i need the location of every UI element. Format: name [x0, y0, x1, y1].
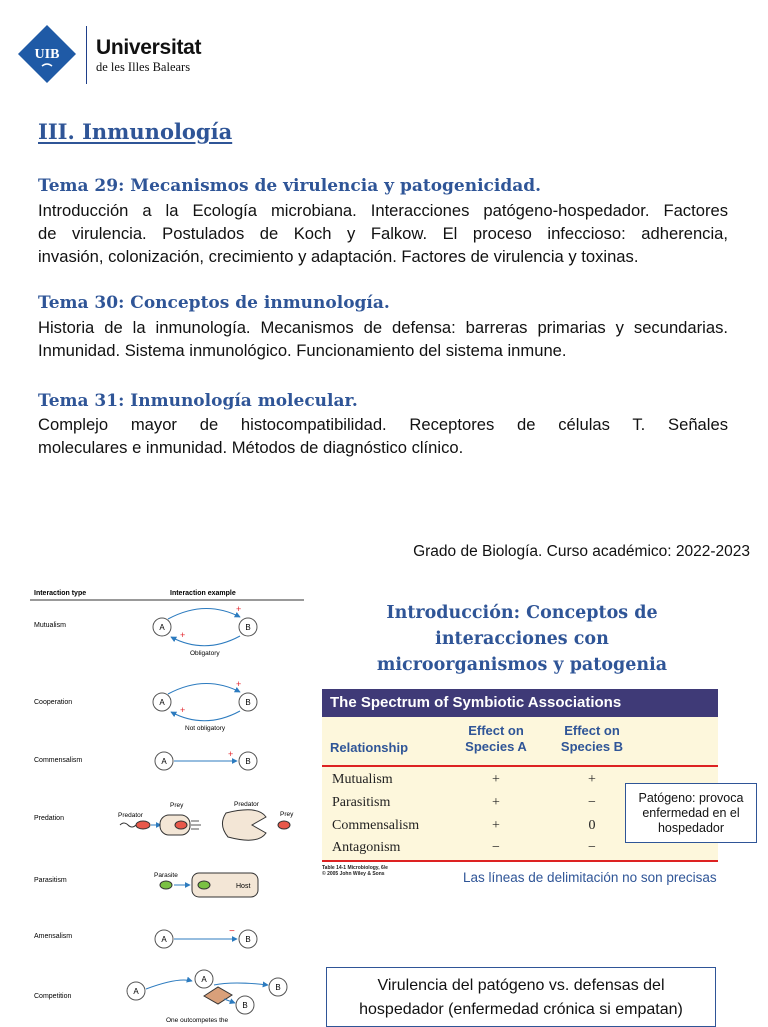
tema-31-description	[38, 413, 728, 459]
row-label-commensalism: Commensalism	[34, 757, 83, 764]
node-a: A	[161, 757, 167, 766]
note-outcompetes: One outcompetes the	[166, 1017, 229, 1024]
plus-sign: +	[236, 604, 242, 614]
plus-sign: +	[180, 630, 186, 640]
node-b: B	[245, 623, 251, 632]
label-parasite: Parasite	[154, 872, 178, 879]
node-b: B	[242, 1001, 248, 1010]
table-caption-line: Table 14-1 Microbiology, 6/e	[322, 865, 388, 871]
node-b: B	[245, 698, 251, 707]
table-cell: −	[588, 840, 596, 855]
row-label-mutualism: Mutualism	[34, 622, 66, 629]
label-predator: Predator	[118, 812, 143, 819]
node-a: A	[159, 623, 165, 632]
figure-col-type: Interaction type	[34, 590, 87, 597]
label-host: Host	[236, 883, 251, 890]
table-cell: Mutualism	[332, 772, 393, 787]
university-name: Universitat	[96, 36, 202, 59]
patogeno-note: Patógeno: provoca enfermedad en el hospedador	[638, 790, 744, 835]
text-line: invasión, colonización, crecimiento y adaptación. Factores de virulencia y toxinas.	[38, 247, 639, 266]
interaction-types-figure	[28, 585, 308, 1024]
figure-col-example: Interaction example	[170, 590, 236, 597]
logo-text: UIB	[34, 47, 60, 62]
text-line: Complejo mayor de histocompatibilidad. Receptores de células T. Señales	[38, 415, 728, 434]
plus-sign: +	[236, 679, 242, 689]
patogeno-note-box	[625, 783, 757, 843]
text-line: Introducción a la Ecología microbiana. Interacciones patógeno-hospedador. Factores	[38, 201, 728, 220]
table-cell: +	[492, 772, 500, 787]
tema-29-title: Tema 29: Mecanismos de virulencia y patogenicidad.	[38, 176, 542, 196]
virulencia-note-line: Virulencia del patógeno vs. defensas del	[377, 977, 665, 994]
node-b: B	[245, 757, 251, 766]
minus-sign: −	[229, 926, 235, 937]
table-cell: +	[492, 795, 500, 810]
col-header-species-a: Effect on Species A	[465, 723, 527, 754]
col-header-relationship: Relationship	[330, 740, 409, 755]
text-line: Inmunidad. Sistema inmunológico. Funcionamiento del sistema inmune.	[38, 341, 567, 360]
table-title-text: The Spectrum of Symbiotic Associations	[330, 694, 622, 711]
table-caption	[322, 865, 388, 877]
label-prey: Prey	[170, 802, 184, 809]
table-cell: Parasitism	[332, 795, 391, 810]
label-predator: Predator	[234, 801, 259, 808]
row-label-parasitism: Parasitism	[34, 877, 67, 884]
text-line: de virulencia. Postulados de Koch y Falkow. El proceso infeccioso: adherencia,	[38, 224, 728, 243]
node-b: B	[245, 935, 251, 944]
virulencia-note-box	[326, 967, 716, 1027]
label-prey: Prey	[280, 811, 294, 818]
table-cell: −	[492, 840, 500, 855]
lineas-note: Las líneas de delimitación no son precisas	[463, 870, 717, 885]
course-line: Grado de Biología. Curso académico: 2022-2023	[413, 543, 750, 560]
tema-31-title: Tema 31: Inmunología molecular.	[38, 391, 358, 411]
table-cell: −	[588, 795, 596, 810]
tema-30-description	[38, 316, 728, 362]
plus-sign: +	[228, 749, 234, 759]
table-caption-line: © 2005 John Wiley & Sons	[322, 871, 385, 877]
tema-30-title: Tema 30: Conceptos de inmunología.	[38, 293, 390, 313]
table-title	[322, 689, 718, 717]
logo-divider	[86, 26, 87, 84]
university-subtitle: de les Illes Balears	[96, 60, 191, 74]
row-label-predation: Predation	[34, 815, 64, 822]
intro-title-line: interacciones con	[435, 629, 609, 649]
note-obligatory: Obligatory	[190, 650, 220, 657]
node-b: B	[275, 983, 281, 992]
intro-title-line: Introducción: Conceptos de	[386, 603, 658, 623]
table-cell: +	[492, 818, 500, 833]
node-a: A	[159, 698, 165, 707]
table-rule	[322, 765, 718, 767]
section-title: III. Inmunología	[38, 119, 233, 144]
row-label-competition: Competition	[34, 993, 72, 1000]
uib-logo-icon	[17, 24, 77, 84]
note-not-obligatory: Not obligatory	[185, 725, 226, 732]
plus-sign: +	[180, 705, 186, 715]
intro-title-line: microorganismos y patogenia	[376, 655, 668, 675]
table-cell: 0	[588, 818, 596, 833]
intro-title	[322, 600, 722, 678]
row-label-amensalism: Amensalism	[34, 933, 73, 940]
row-label-cooperation: Cooperation	[34, 699, 73, 706]
tema-29-description	[38, 199, 728, 268]
node-a: A	[133, 987, 139, 996]
text-line: Historia de la inmunología. Mecanismos de defensa: barreras primarias y secundarias.	[38, 318, 728, 337]
node-a: A	[161, 935, 167, 944]
table-cell: Commensalism	[332, 818, 420, 833]
col-header-species-b: Effect on Species B	[560, 723, 624, 754]
text-line: moleculares e inmunidad. Métodos de diagnóstico clínico.	[38, 438, 464, 457]
table-cell: Antagonism	[332, 840, 401, 855]
table-cell: +	[588, 772, 596, 787]
node-a: A	[201, 975, 207, 984]
virulencia-note-line: hospedador (enfermedad crónica si empatan)	[359, 1001, 683, 1018]
table-rule	[322, 860, 718, 862]
